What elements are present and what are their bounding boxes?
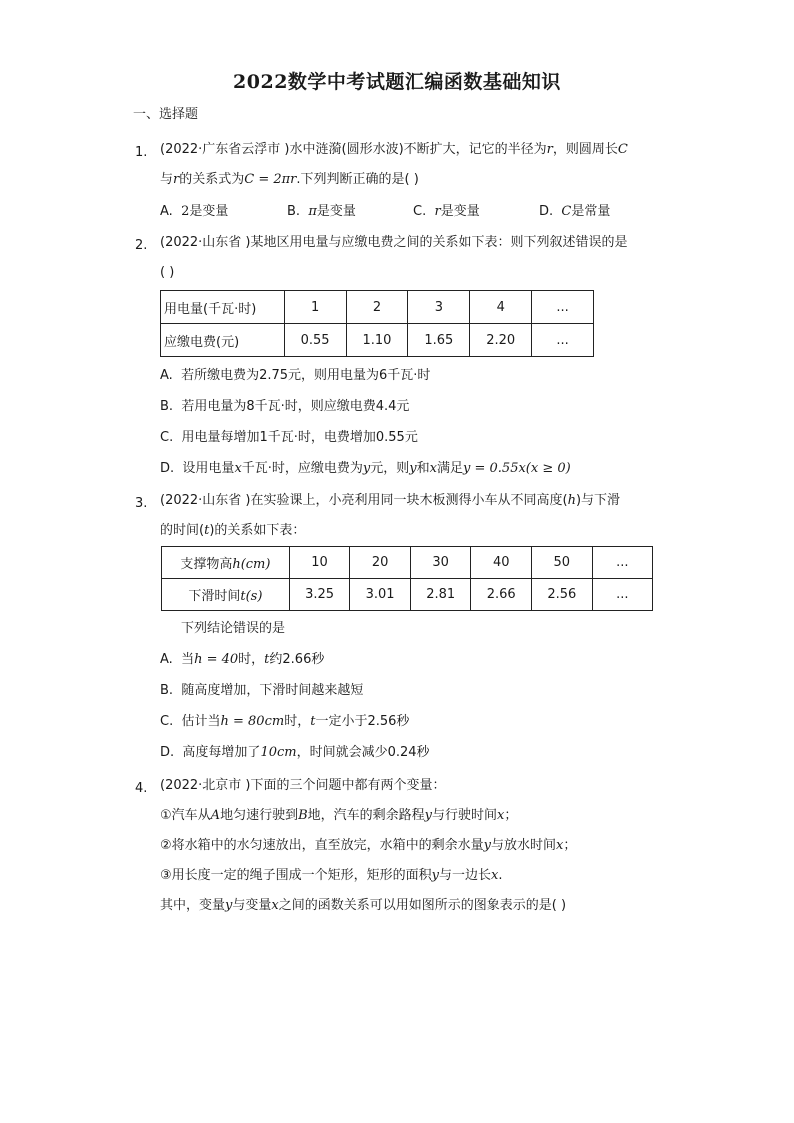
option-text: 时， <box>284 714 311 729</box>
question-number-4: 4. <box>135 781 148 796</box>
item-marker: ② <box>160 838 172 853</box>
table-cell: 50 <box>532 547 593 579</box>
table-cell: ... <box>532 324 594 357</box>
slide-time-table <box>161 546 653 611</box>
table-header-cell: 应缴电费(元) <box>161 324 285 357</box>
table-cell: 10 <box>289 547 350 579</box>
option-math: r <box>434 204 441 219</box>
electricity-table <box>160 290 594 357</box>
table-header-cell <box>162 579 290 611</box>
table-cell: 2 <box>346 291 408 324</box>
question-4-text: 下面的三个问题中都有两个变量： <box>250 778 446 793</box>
math-var: x <box>271 898 279 913</box>
option-letter: D. <box>160 461 175 476</box>
question-number-3: 3. <box>135 496 148 511</box>
item-text: 与放水时间 <box>491 838 557 853</box>
math-formula: h = 80cm <box>220 714 285 729</box>
math-var: t <box>310 714 316 729</box>
section-heading: 一、选择题 <box>133 107 199 122</box>
math-var: t <box>204 523 210 538</box>
question-3-text: 的时间( <box>160 523 205 538</box>
question-1-line-2 <box>160 173 419 186</box>
table-cell: 30 <box>410 547 471 579</box>
question-1-text: ，则圆周长 <box>552 142 618 157</box>
math-var: B <box>298 808 308 823</box>
item-marker: ③ <box>160 868 172 883</box>
option-text: 随高度增加，下滑时间越来越短 <box>181 683 364 698</box>
option-letter: A. <box>160 652 173 667</box>
option-text: 元，则 <box>370 461 410 476</box>
question-4-item-2 <box>160 839 576 852</box>
item-text: 地，汽车的剩余路程 <box>307 808 425 823</box>
math-var: y <box>362 461 371 476</box>
math-var: x <box>429 461 438 476</box>
question-4-item-1 <box>160 809 517 822</box>
option-b[interactable] <box>287 205 356 218</box>
table-header-cell: 用电量(千瓦·时) <box>161 291 285 324</box>
table-row <box>161 324 594 357</box>
option-d[interactable] <box>160 746 430 759</box>
option-math: π <box>308 204 317 219</box>
table-cell: 3.25 <box>289 579 350 611</box>
option-b[interactable] <box>160 400 409 413</box>
table-cell: 4 <box>470 291 532 324</box>
question-1-text: 水中涟漪(圆形水波)不断扩大，记它的半径为 <box>289 142 547 157</box>
question-4-line-1 <box>160 779 446 792</box>
option-text: 是变量 <box>440 204 480 219</box>
option-math: 2 <box>181 204 190 219</box>
item-text: 与一边长 <box>439 868 492 883</box>
math-var: y <box>225 898 233 913</box>
item-text: 将水箱中的水匀速放出，直至放完，水箱中的剩余水量 <box>171 838 484 853</box>
math-var: r <box>173 172 180 187</box>
table-cell: 2.56 <box>532 579 593 611</box>
question-3-text: 在实验课上，小亮利用同一块木板测得小车从不同高度( <box>250 493 568 508</box>
item-text: 与行驶时间 <box>432 808 498 823</box>
math-var: h <box>567 493 576 508</box>
option-math: C <box>561 204 572 219</box>
option-letter: D. <box>160 745 175 760</box>
table-cell: 40 <box>471 547 532 579</box>
option-text: 用电量每增加1千瓦·时，电费增加0.55元 <box>181 430 418 445</box>
option-b[interactable] <box>160 684 363 697</box>
table-cell: 2.20 <box>470 324 532 357</box>
option-text: 和 <box>416 461 430 476</box>
question-4-text: 之间的函数关系可以用如图所示的图象表示的是( ) <box>278 898 567 913</box>
math-var: A <box>210 808 221 823</box>
item-text: 地匀速行驶到 <box>220 808 299 823</box>
math-var: x <box>497 808 505 823</box>
math-formula: h = 40 <box>194 652 239 667</box>
math-var: x <box>234 461 242 476</box>
item-text: 汽车从 <box>171 808 211 823</box>
option-c[interactable] <box>413 205 480 218</box>
option-letter: C. <box>413 204 427 219</box>
option-a[interactable] <box>160 205 228 218</box>
question-number-1: 1. <box>135 145 148 160</box>
math-formula: C = 2πr <box>244 172 297 187</box>
math-formula: 10cm <box>260 745 297 760</box>
option-letter: B. <box>287 204 301 219</box>
table-cell: 3 <box>408 291 470 324</box>
math-var: y <box>483 838 492 853</box>
item-text: 用长度一定的绳子围成一个矩形，矩形的面积 <box>171 868 432 883</box>
table-cell: 1.65 <box>408 324 470 357</box>
option-letter: D. <box>539 204 554 219</box>
option-text: 当 <box>181 652 195 667</box>
table-cell: 2.66 <box>471 579 532 611</box>
header-text: 支撑物高 <box>180 557 233 572</box>
table-cell: ... <box>532 291 594 324</box>
math-var: C <box>617 142 628 157</box>
table-cell: ... <box>592 547 652 579</box>
math-var: h(cm) <box>232 557 271 572</box>
option-text: 高度每增加了 <box>182 745 261 760</box>
table-cell: 20 <box>350 547 411 579</box>
math-var: y <box>424 808 433 823</box>
item-text: ； <box>504 808 518 823</box>
table-cell: 2.81 <box>410 579 471 611</box>
math-var: r <box>546 142 553 157</box>
question-2-line-2: ( ) <box>160 265 175 280</box>
question-2-line-1 <box>160 236 628 249</box>
option-text: 一定小于2.56秒 <box>315 714 410 729</box>
table-row <box>161 291 594 324</box>
option-text: 千瓦·时，应缴电费为 <box>241 461 363 476</box>
table-header-cell <box>162 547 290 579</box>
table-cell: 1.10 <box>346 324 408 357</box>
table-row <box>162 579 653 611</box>
question-1-text: .下列判断正确的是( ) <box>296 172 419 187</box>
question-4-text: 其中，变量 <box>160 898 226 913</box>
option-text: 若所缴电费为2.75元，则用电量为6千瓦·时 <box>181 368 431 383</box>
option-letter: C. <box>160 714 174 729</box>
table-cell: 1 <box>284 291 346 324</box>
option-a[interactable] <box>160 369 430 382</box>
question-3-text: )与下滑 <box>575 493 621 508</box>
option-text: 满足 <box>437 461 464 476</box>
table-row <box>162 547 653 579</box>
option-c[interactable] <box>160 715 409 728</box>
option-text: 是变量 <box>189 204 229 219</box>
option-text: 设用电量 <box>182 461 235 476</box>
option-letter: B. <box>160 399 174 414</box>
option-text: 时， <box>238 652 265 667</box>
option-letter: C. <box>160 430 174 445</box>
option-text: 是变量 <box>316 204 356 219</box>
question-1-text: 的关系式为 <box>179 172 245 187</box>
option-text: 约2.66秒 <box>269 652 325 667</box>
option-d[interactable] <box>160 462 571 475</box>
question-1-source: (2022·广东省云浮市 ) <box>160 142 290 157</box>
option-text: 若用电量为8千瓦·时，则应缴电费4.4元 <box>181 399 410 414</box>
option-text: ，时间就会减少0.24秒 <box>296 745 430 760</box>
option-d[interactable] <box>539 205 610 218</box>
question-4-text: 与变量 <box>232 898 272 913</box>
option-letter: B. <box>160 683 174 698</box>
question-3-line-2 <box>160 524 305 537</box>
option-letter: A. <box>160 368 173 383</box>
question-1-text: 与 <box>160 172 174 187</box>
question-3-text: )的关系如下表： <box>209 523 306 538</box>
item-marker: ① <box>160 808 172 823</box>
question-3-lead: 下列结论错误的是 <box>181 621 286 636</box>
question-4-item-3 <box>160 869 503 882</box>
option-letter: A. <box>160 204 173 219</box>
math-var: x <box>556 838 564 853</box>
question-3-line-1 <box>160 494 620 507</box>
question-4-source: (2022·北京市 ) <box>160 778 251 793</box>
item-text: . <box>498 868 503 883</box>
option-c[interactable] <box>160 431 418 444</box>
page-title: 2022数学中考试题汇编函数基础知识 <box>233 71 561 93</box>
table-cell: 0.55 <box>284 324 346 357</box>
math-var: y <box>431 868 440 883</box>
question-1-line-1 <box>160 143 628 156</box>
option-text: 是常量 <box>571 204 611 219</box>
question-2-source: (2022·山东省 ) <box>160 235 251 250</box>
math-var: x <box>491 868 499 883</box>
math-formula: y = 0.55x(x ≥ 0) <box>463 461 571 476</box>
question-4-final <box>160 899 566 912</box>
question-3-source: (2022·山东省 ) <box>160 493 251 508</box>
math-var: y <box>409 461 417 476</box>
header-text: 下滑时间 <box>188 589 241 604</box>
option-text: 估计当 <box>181 714 221 729</box>
question-2-text: 某地区用电量与应缴电费之间的关系如下表：则下列叙述错误的是 <box>250 235 628 250</box>
option-a[interactable] <box>160 653 324 666</box>
question-number-2: 2. <box>135 238 148 253</box>
table-cell: 3.01 <box>350 579 411 611</box>
item-text: ； <box>563 838 577 853</box>
math-var: t <box>264 652 270 667</box>
table-cell: ... <box>592 579 652 611</box>
math-var: t(s) <box>240 589 263 604</box>
